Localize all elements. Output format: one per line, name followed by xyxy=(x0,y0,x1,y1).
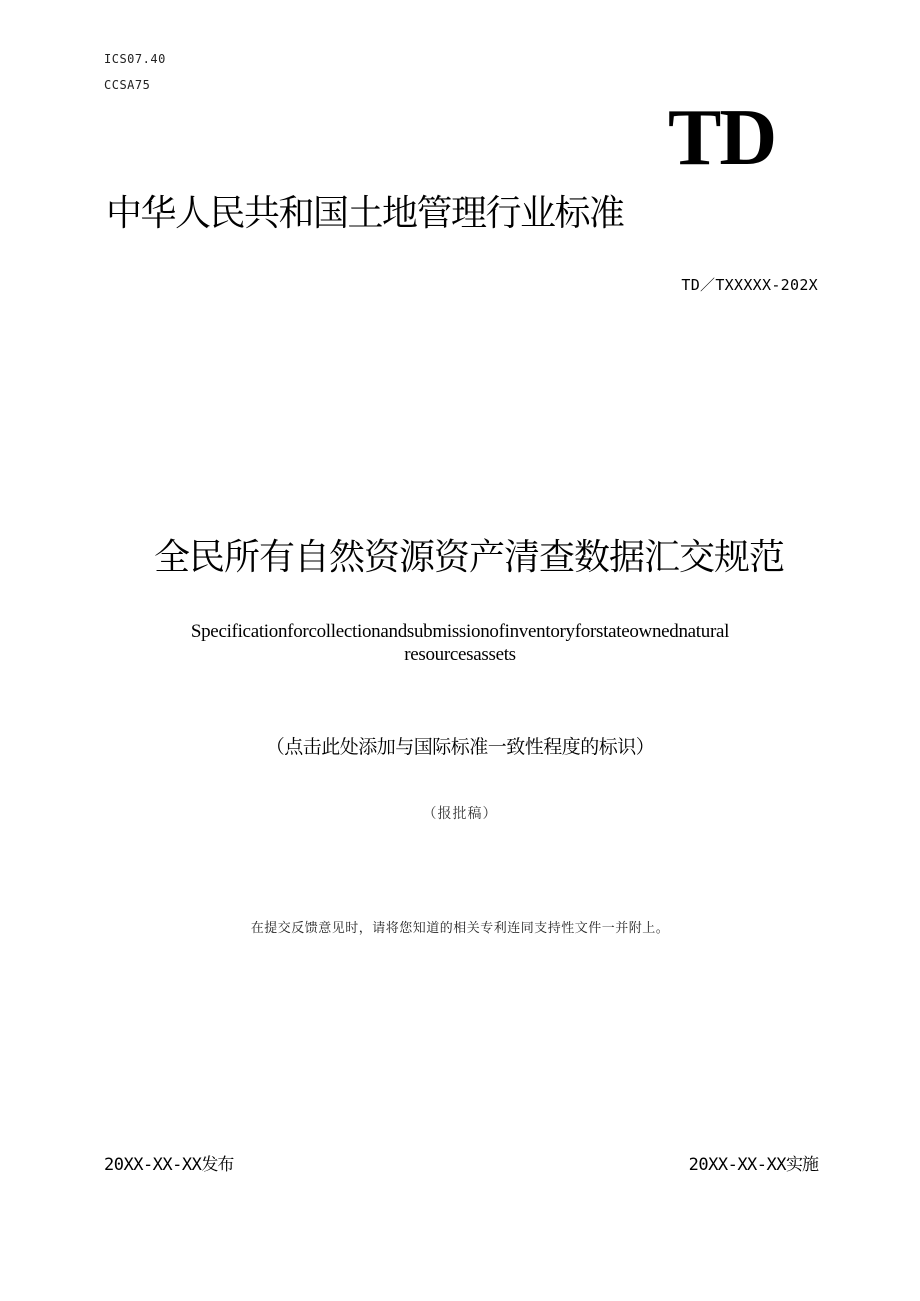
implement-date xyxy=(689,1150,818,1175)
implement-date-label: 实施 xyxy=(786,1155,818,1175)
standard-mark: TD xyxy=(668,94,776,182)
standard-category-title: 中华人民共和国土地管理行业标准 xyxy=(106,193,624,234)
standard-number: TD／TXXXXX-202X xyxy=(681,276,818,294)
patent-notice: 在提交反馈意见时，请将您知道的相关专利连同支持性文件一并附上。 xyxy=(250,921,670,936)
conformity-placeholder[interactable]: （点击此处添加与国际标准一致性程度的标识） xyxy=(265,736,655,758)
publish-date xyxy=(104,1150,233,1175)
document-title-en-line1: Specificationforcollectionandsubmissionofinventoryforstateownednatural xyxy=(190,621,730,642)
document-title-en xyxy=(0,620,920,666)
document-title-en-line2: resourcesassets xyxy=(404,644,516,665)
publish-date-value: 20XX-XX-XX xyxy=(104,1155,202,1175)
implement-date-value: 20XX-XX-XX xyxy=(688,1155,786,1175)
ics-code: ICS07.40 xyxy=(104,52,166,66)
publish-date-label: 发布 xyxy=(201,1155,234,1175)
draft-stage-label: （报批稿） xyxy=(422,806,498,822)
ccs-code: CCSA75 xyxy=(104,78,151,92)
document-title-cn: 全民所有自然资源资产清查数据汇交规范 xyxy=(153,537,784,578)
